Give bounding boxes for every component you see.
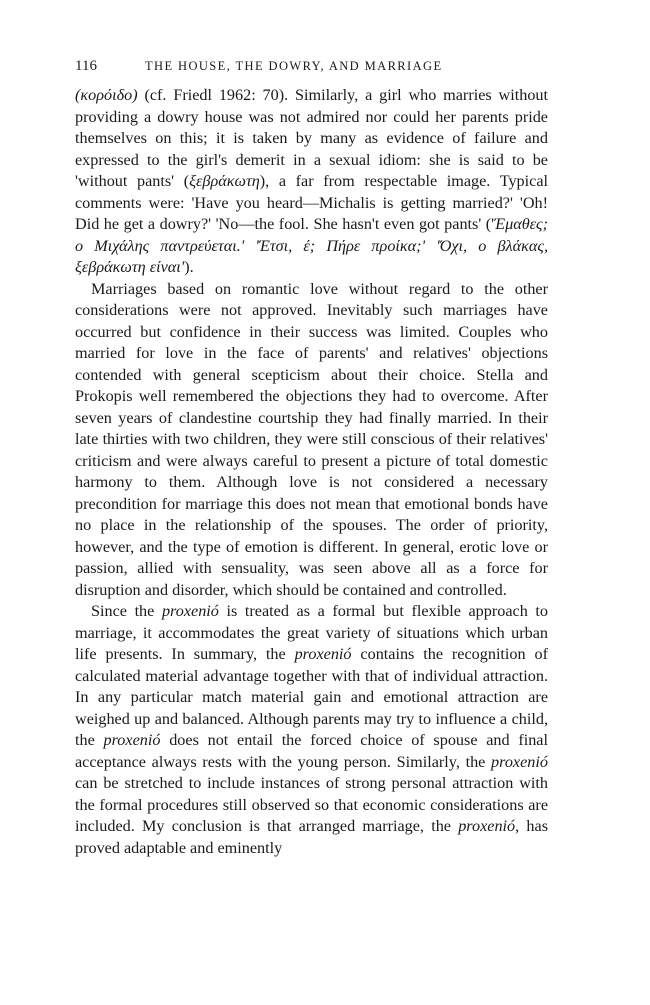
italic-term: proxenió bbox=[103, 731, 161, 749]
running-head bbox=[75, 58, 548, 75]
paragraph-3 bbox=[75, 601, 548, 859]
italic-term: (κορόιδο) bbox=[75, 86, 138, 104]
page-number: 116 bbox=[75, 58, 97, 74]
paragraph-1 bbox=[75, 85, 548, 279]
italic-term: proxenió bbox=[294, 645, 352, 663]
italic-term: proxenió bbox=[161, 602, 219, 620]
running-title: THE HOUSE, THE DOWRY, AND MARRIAGE bbox=[145, 59, 443, 73]
paragraph-2 bbox=[75, 279, 548, 602]
text-run: (cf. Friedl 1962: 70). Similarly, a girl who marries without providing a dowry house was not admired nor could her parents pride themselves on this; it is taken by many as evidence of failure and expressed to the girl's demerit in a sexual idiom: she is said to be 'without pants' ( bbox=[75, 86, 548, 190]
text-run: , has proved adaptable and eminently bbox=[75, 817, 549, 857]
text-run: contains the recognition of calculated material advantage together with that of individual attraction. In any particular match material gain and emotional attraction are weighed up and balanced. Although parents may try to influence a child, the bbox=[75, 645, 548, 749]
text-run: Marriages based on romantic love without regard to the other considerations were not approved. Inevitably such marriages have occurred but confidence in their success was limited. Couples who married for love in the face of parents' and relatives' objections contended with general scepticism about their choice. Stella and Prokopis well remembered the objections they had to overcome. After seven years of clandestine courtship they had finally married. In their late thirties with two children, they were still conscious of their relatives' criticism and were always careful to present a picture of total domestic harmony to them. Although love is not considered a necessary precondition for marriage this does not mean that emotional bonds have no place in the relationship of the spouses. The order of priority, however, and the type of emotion is different. In general, erotic love or passion, allied with sensuality, was seen above all as a force for disruption and disorder, which should be contained and controlled. bbox=[75, 279, 548, 599]
book-page bbox=[75, 58, 548, 859]
italic-term: proxenió bbox=[491, 752, 548, 771]
text-run: is treated as a formal but flexible approach to marriage, it accommodates the great variety of situations which urban life presents. In summary, the bbox=[75, 602, 548, 663]
italic-term: proxenió bbox=[458, 817, 516, 835]
italic-term: ξεβράκωτη bbox=[189, 172, 260, 190]
text-run: ). bbox=[184, 258, 194, 276]
text-run: can be stretched to include instances of strong personal attraction with the formal procedures still observed so that economic considerations are included. My conclusion is that arranged marriage, the bbox=[75, 774, 548, 835]
body-text bbox=[75, 85, 548, 859]
text-run: Since the bbox=[91, 602, 162, 620]
text-run: ), a far from respectable image. Typical comments were: 'Have you heard—Michalis is getting married?' 'Oh! Did he get a dowry?' 'No—the fool. She hasn't even got pants' (' bbox=[75, 172, 548, 233]
italic-term: Έμαθες; ο Μιχάλης παντρεύεται.' 'Έτσι, έ; Πήρε προίκα;' 'Όχι, ο βλάκας, ξεβράκωτη είναι' bbox=[75, 215, 548, 276]
text-run: does not entail the forced choice of spouse and final acceptance always rests with the young person. Similarly, the bbox=[75, 731, 548, 771]
